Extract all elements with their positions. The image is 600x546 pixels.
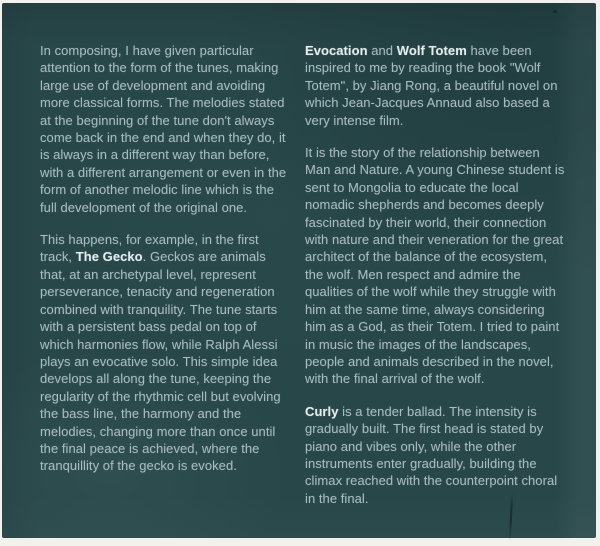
paragraph (305, 42, 567, 129)
text-segment: and (367, 43, 397, 58)
track-title: Wolf Totem (396, 43, 467, 58)
right-column (305, 42, 567, 522)
text-columns (2, 3, 596, 522)
text-segment: is a tender ballad. The intensity is gradually built. The first head is stated by piano and vibes only, while the other instruments enter gradually, building the climax reached with the counterpoint choral in the final. (305, 403, 558, 506)
track-title: Curly (305, 403, 339, 419)
paragraph (40, 42, 292, 216)
track-title: The Gecko (75, 249, 143, 265)
text-segment: . Geckos are animals that, at an archetypal level, represent perseverance, tenacity and regeneration combined with tranquility. The tune starts with a persistent bass pedal on top of which harmonies flow, while Ralph Alessi plays an evocative solo. This simple idea develops all along the tune, keeping the regularity of the rhythmic cell but evolving the bass line, the harmony and the melodies, changing more than once until the final peace is achieved, where the tranquillity of the gecko is evoked. (40, 249, 281, 474)
text-segment: It is the story of the relationship between Man and Nature. A young Chinese student is sent to Mongolia to educate the local nomadic shepherds and becomes deeply fascinated by their world, their connection with nature and their veneration for the great architect of the balance of the ecosystem, the wolf. Men respect and admire the qualities of the wolf while they struggle with him at the same time, always considering him as a God, as their Totem. I tried to paint in music the images of the landscapes, people and animals described in the novel, with the final arrival of the wolf. (305, 145, 565, 387)
paragraph (305, 144, 567, 388)
scan-speck-artifact (553, 10, 557, 13)
left-column (40, 42, 292, 522)
text-segment: This happens, for example, in the first track, (40, 232, 259, 265)
paragraph (305, 403, 567, 507)
text-segment: In composing, I have given particular attention to the form of the tunes, making large use of development and avoiding more classical forms. The melodies stated at the beginning of the tune don't always come back in the end and when they do, it is always in a different way than before, with a different arrangement or even in the form of another melodic line which is the full development of the original one. (40, 43, 287, 215)
liner-notes-panel (2, 3, 596, 538)
track-title: Evocation (305, 43, 368, 58)
text-segment: have been inspired to me by reading the book "Wolf Totem", by Jiang Rong, a beautiful novel on which Jean-Jacques Annaud also based a very intense film. (305, 43, 558, 128)
paragraph (40, 231, 292, 475)
